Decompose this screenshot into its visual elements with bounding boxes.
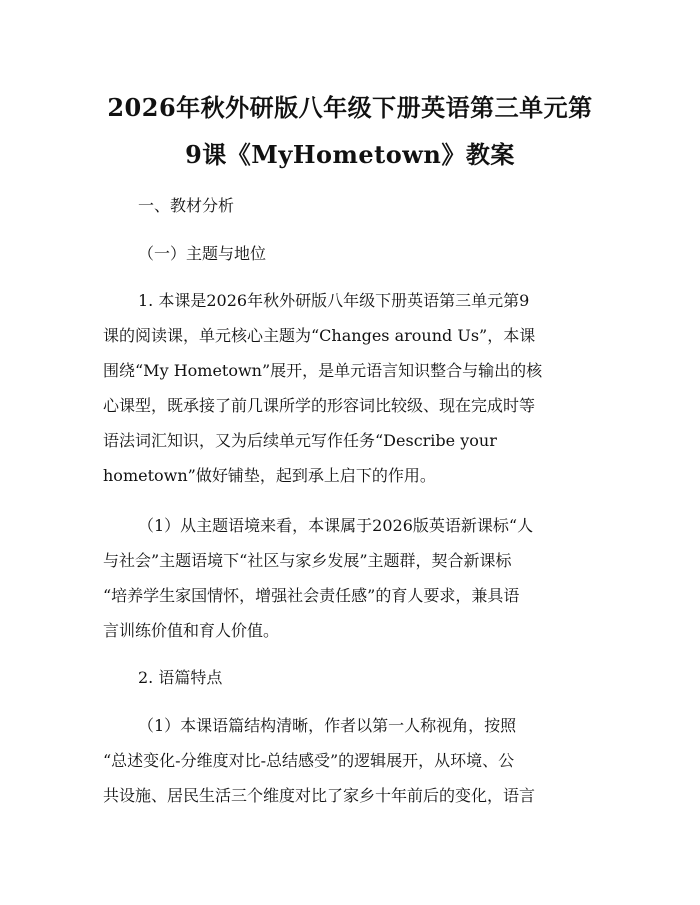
paragraph-line: “总述变化-分维度对比-总结感受”的逻辑展开，从环境、公 <box>103 751 515 770</box>
paragraph-line: （1）从主题语境来看，本课属于2026版英语新课标“人 <box>138 516 534 535</box>
subsection-heading: 2. 语篇特点 <box>138 668 223 687</box>
paragraph-line: 1. 本课是2026年秋外研版八年级下册英语第三单元第9 <box>138 291 530 310</box>
paragraph-line: 与社会”主题语境下“社区与家乡发展”主题群，契合新课标 <box>103 551 512 570</box>
paragraph-line: hometown”做好铺垫，起到承上启下的作用。 <box>103 466 436 485</box>
subsection-heading: （一）主题与地位 <box>138 244 267 263</box>
paragraph-line: 共设施、居民生活三个维度对比了家乡十年前后的变化，语言 <box>103 786 536 805</box>
paragraph-line: 心课型，既承接了前几课所学的形容词比较级、现在完成时等 <box>103 396 536 415</box>
paragraph-line: 语法词汇知识，又为后续单元写作任务“Describe your <box>103 431 497 450</box>
paragraph-line: 言训练价值和育人价值。 <box>103 621 280 640</box>
section-heading: 一、教材分析 <box>138 196 235 215</box>
document-title-line-2: 9课《MyHometown》教案 <box>185 140 515 169</box>
paragraph-line: 课的阅读课，单元核心主题为“Changes around Us”，本课 <box>103 326 536 345</box>
paragraph-line: “培养学生家国情怀，增强社会责任感”的育人要求，兼具语 <box>103 586 520 605</box>
document-title-line-1: 2026年秋外研版八年级下册英语第三单元第 <box>107 93 593 122</box>
paragraph-line: 围绕“My Hometown”展开，是单元语言知识整合与输出的核 <box>103 361 543 380</box>
paragraph-line: （1）本课语篇结构清晰，作者以第一人称视角，按照 <box>138 716 517 735</box>
